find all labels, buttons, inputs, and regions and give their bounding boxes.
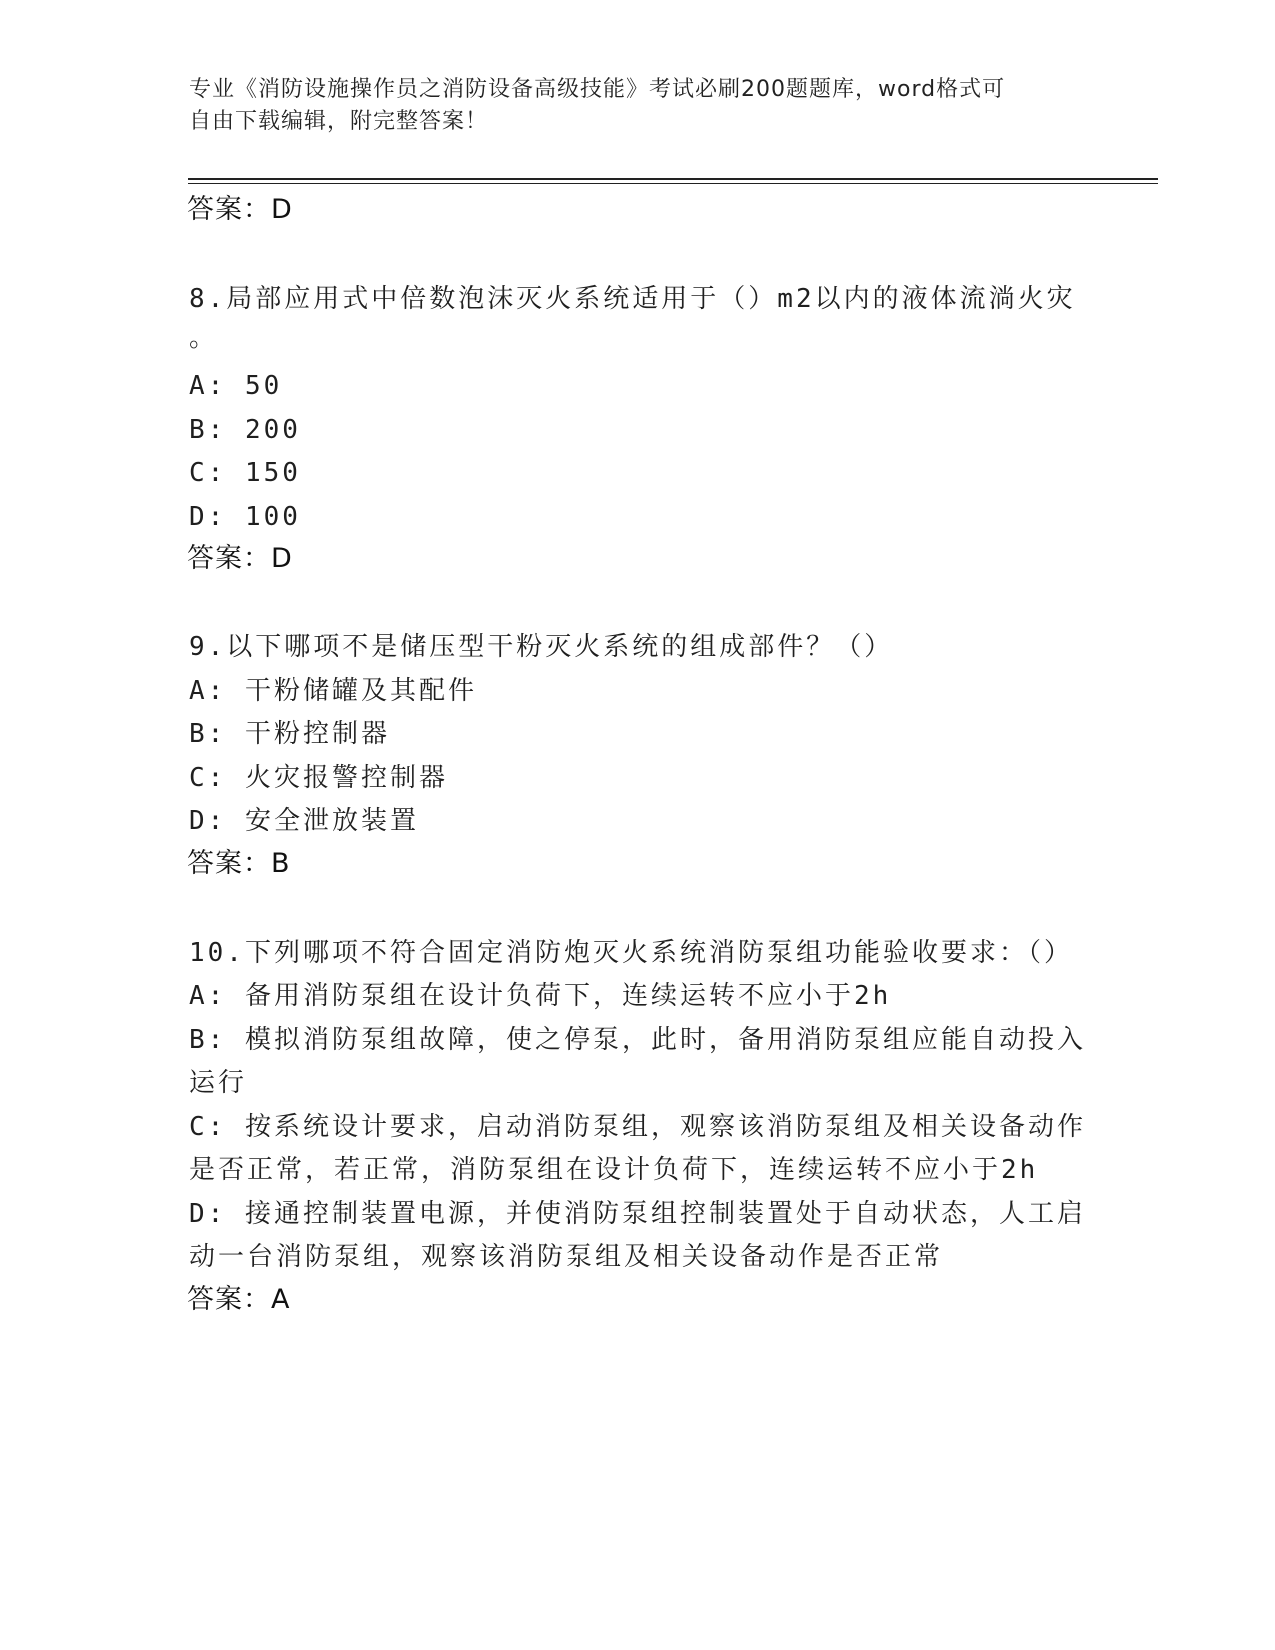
question-10-option-a: A: 备用消防泵组在设计负荷下，连续运转不应小于2h: [189, 981, 892, 1011]
question-9-option-b: B: 干粉控制器: [189, 719, 390, 749]
document-header: [189, 74, 1079, 138]
question-9-option-d: D: 安全泄放装置: [189, 806, 419, 836]
previous-answer: 答案：D: [187, 194, 293, 225]
header-line-1: 专业《消防设施操作员之消防设备高级技能》考试必刷200题题库，word格式可: [189, 77, 1006, 102]
question-10-option-c-continued: 是否正常，若正常，消防泵组在设计负荷下，连续运转不应小于2h: [189, 1155, 1039, 1185]
question-8-option-d: D: 100: [189, 502, 301, 532]
question-10-option-b: B: 模拟消防泵组故障，使之停泵，此时，备用消防泵组应能自动投入: [189, 1025, 1086, 1055]
question-9-option-c: C: 火灾报警控制器: [189, 763, 448, 793]
question-10-option-b-continued: 运行: [189, 1068, 248, 1098]
header-line-2: 自由下载编辑，附完整答案！: [189, 109, 489, 134]
header-divider-thick: [188, 178, 1158, 180]
header-divider-thin: [188, 183, 1158, 184]
question-9-option-a: A: 干粉储罐及其配件: [189, 676, 477, 706]
question-10-option-c: C: 按系统设计要求，启动消防泵组，观察该消防泵组及相关设备动作: [189, 1112, 1086, 1142]
question-8-option-b: B: 200: [189, 415, 301, 445]
question-10-answer: 答案：A: [187, 1284, 291, 1315]
question-9-stem: 9.以下哪项不是储压型干粉灭火系统的组成部件？（）: [189, 632, 894, 662]
question-8-option-c: C: 150: [189, 458, 301, 488]
question-8-answer: 答案：D: [187, 543, 293, 574]
question-8-option-a: A: 50: [189, 371, 283, 401]
question-9-answer: 答案：B: [187, 848, 291, 879]
question-10-option-d: D: 接通控制装置电源，并使消防泵组控制装置处于自动状态，人工启: [189, 1199, 1086, 1229]
question-10-option-d-continued: 动一台消防泵组，观察该消防泵组及相关设备动作是否正常: [189, 1242, 944, 1272]
question-8-stem: 8.局部应用式中倍数泡沫灭火系统适用于（）m2以内的液体流淌火灾: [189, 284, 1076, 314]
question-10-stem: 10.下列哪项不符合固定消防炮灭火系统消防泵组功能验收要求：（）: [189, 938, 1073, 968]
question-8-stem-continued: 。: [189, 323, 219, 353]
